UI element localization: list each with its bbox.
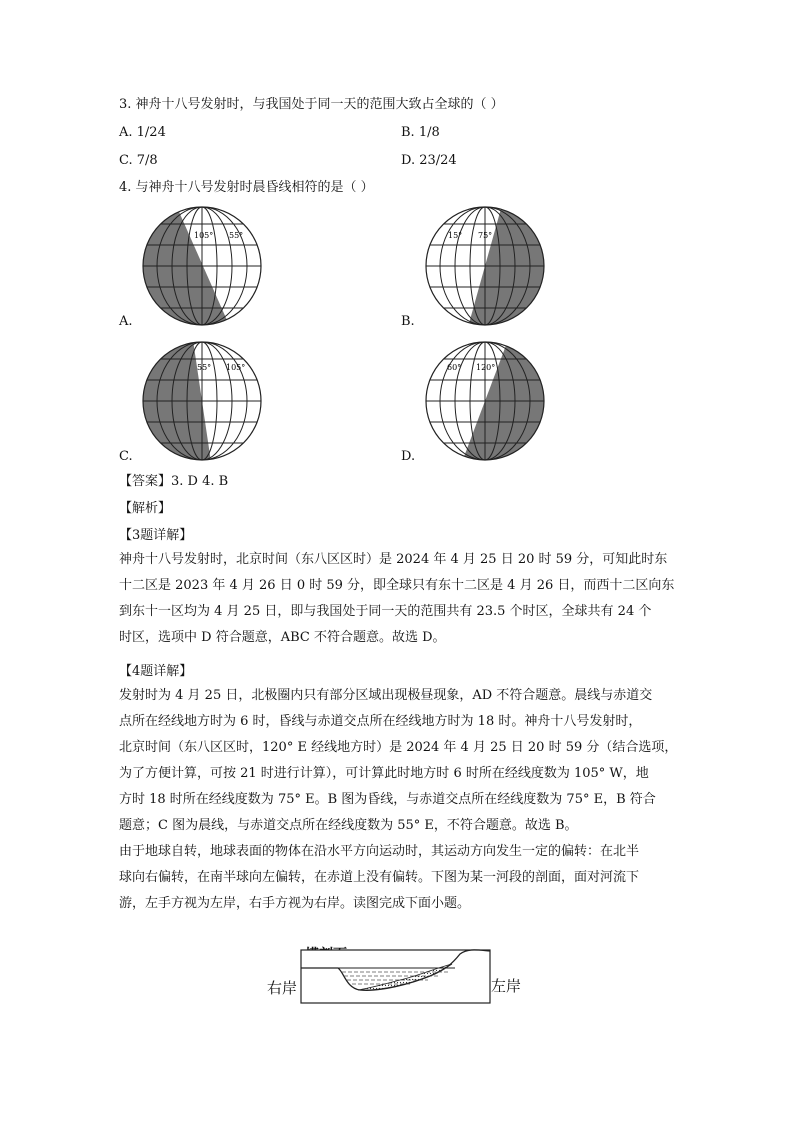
q4-detail-line: 北京时间（东八区区时，120° E 经线地方时）是 2024 年 4 月 25 日 20 时 59 分（结合选项，	[119, 740, 678, 755]
intro-paragraph	[119, 839, 675, 917]
analysis-title: 【解析】	[119, 501, 172, 516]
q4-detail-line: 方时 18 时所在经线度数为 75° E。B 图为昏线，与赤道交点所在经线度数为 75° E，B 符合	[119, 792, 656, 807]
q3-detail-paragraph	[119, 547, 675, 651]
globe-c-lon-label-1: 55°	[197, 363, 212, 372]
globe-d-lon-label-2: 120°	[476, 363, 496, 372]
q4-detail-paragraph	[119, 683, 678, 839]
q4-label-a: A.	[119, 314, 133, 329]
q3-option-a: A. 1/24	[119, 125, 166, 140]
q3-detail-line: 到东十一区均为 4 月 25 日，即与我国处于同一天的范围共有 23.5 个时区，全球共有 24 个	[119, 604, 652, 619]
q3-detail-title: 【3题详解】	[119, 528, 193, 543]
globe-a-lon-label-1: 105°	[194, 231, 214, 240]
intro-line: 由于地球自转，地球表面的物体在沿水平方向运动时，其运动方向发生一定的偏转：在北半	[119, 844, 640, 859]
q4-detail-line: 为了方便计算，可按 21 时进行计算），可计算此时地方时 6 时所在经线度数为 105° W，地	[119, 766, 649, 781]
q3-detail-line: 时区，选项中 D 符合题意，ABC 不符合题意。故选 D。	[119, 630, 446, 645]
q4-detail-line: 点所在经线地方时为 6 时，昏线与赤道交点所在经线地方时为 18 时。神舟十八号发射时，	[119, 714, 642, 729]
q4-label-b: B.	[401, 314, 415, 329]
intro-line: 游，左手方视为左岸，右手方视为右岸。读图完成下面小题。	[119, 896, 471, 911]
q4-stem: 4. 与神舟十八号发射时晨昏线相符的是（ ）	[119, 180, 374, 195]
q4-label-c: C.	[119, 449, 133, 464]
globe-c-lon-label-2: 105°	[226, 363, 246, 372]
globe-option-b	[424, 205, 546, 327]
right-bank-label: 右岸	[267, 979, 298, 997]
globe-b-lon-label-2: 75°	[478, 231, 493, 240]
q3-stem: 3. 神舟十八号发射时，与我国处于同一天的范围大致占全球的（ ）	[119, 97, 504, 112]
q4-detail-line: 题意；C 图为晨线，与赤道交点所在经线度数为 55° E，不符合题意。故选 B。	[119, 818, 578, 833]
q3-detail-line: 十二区是 2023 年 4 月 26 日 0 时 59 分，即全球只有东十二区是 4 月 26 日，而西十二区向东	[119, 578, 675, 593]
globe-a-lon-label-2: 55°	[229, 231, 244, 240]
q4-label-d: D.	[401, 449, 416, 464]
q4-detail-title: 【4题详解】	[119, 664, 193, 679]
q3-option-b: B. 1/8	[401, 125, 440, 140]
globe-option-c	[141, 340, 263, 462]
answer-line: 【答案】3. D 4. B	[119, 474, 229, 489]
intro-line: 球向右偏转，在南半球向左偏转，在赤道上没有偏转。下图为某一河段的剖面，面对河流下	[119, 870, 640, 885]
q3-detail-line: 神舟十八号发射时，北京时间（东八区区时）是 2024 年 4 月 25 日 20 时 59 分，可知此时东	[119, 552, 668, 567]
globe-option-d	[424, 340, 546, 462]
globe-d-lon-label-1: 60°	[447, 363, 462, 372]
globe-option-a	[141, 205, 263, 327]
globe-b-lon-label-1: 15°	[448, 231, 463, 240]
left-bank-label: 左岸	[491, 977, 522, 995]
q3-option-d: D. 23/24	[401, 153, 457, 168]
q4-detail-line: 发射时为 4 月 25 日，北极圈内只有部分区域出现极昼现象，AD 不符合题意。晨线与赤道交	[119, 688, 653, 703]
q3-option-c: C. 7/8	[119, 153, 158, 168]
river-cross-section	[300, 948, 492, 1006]
